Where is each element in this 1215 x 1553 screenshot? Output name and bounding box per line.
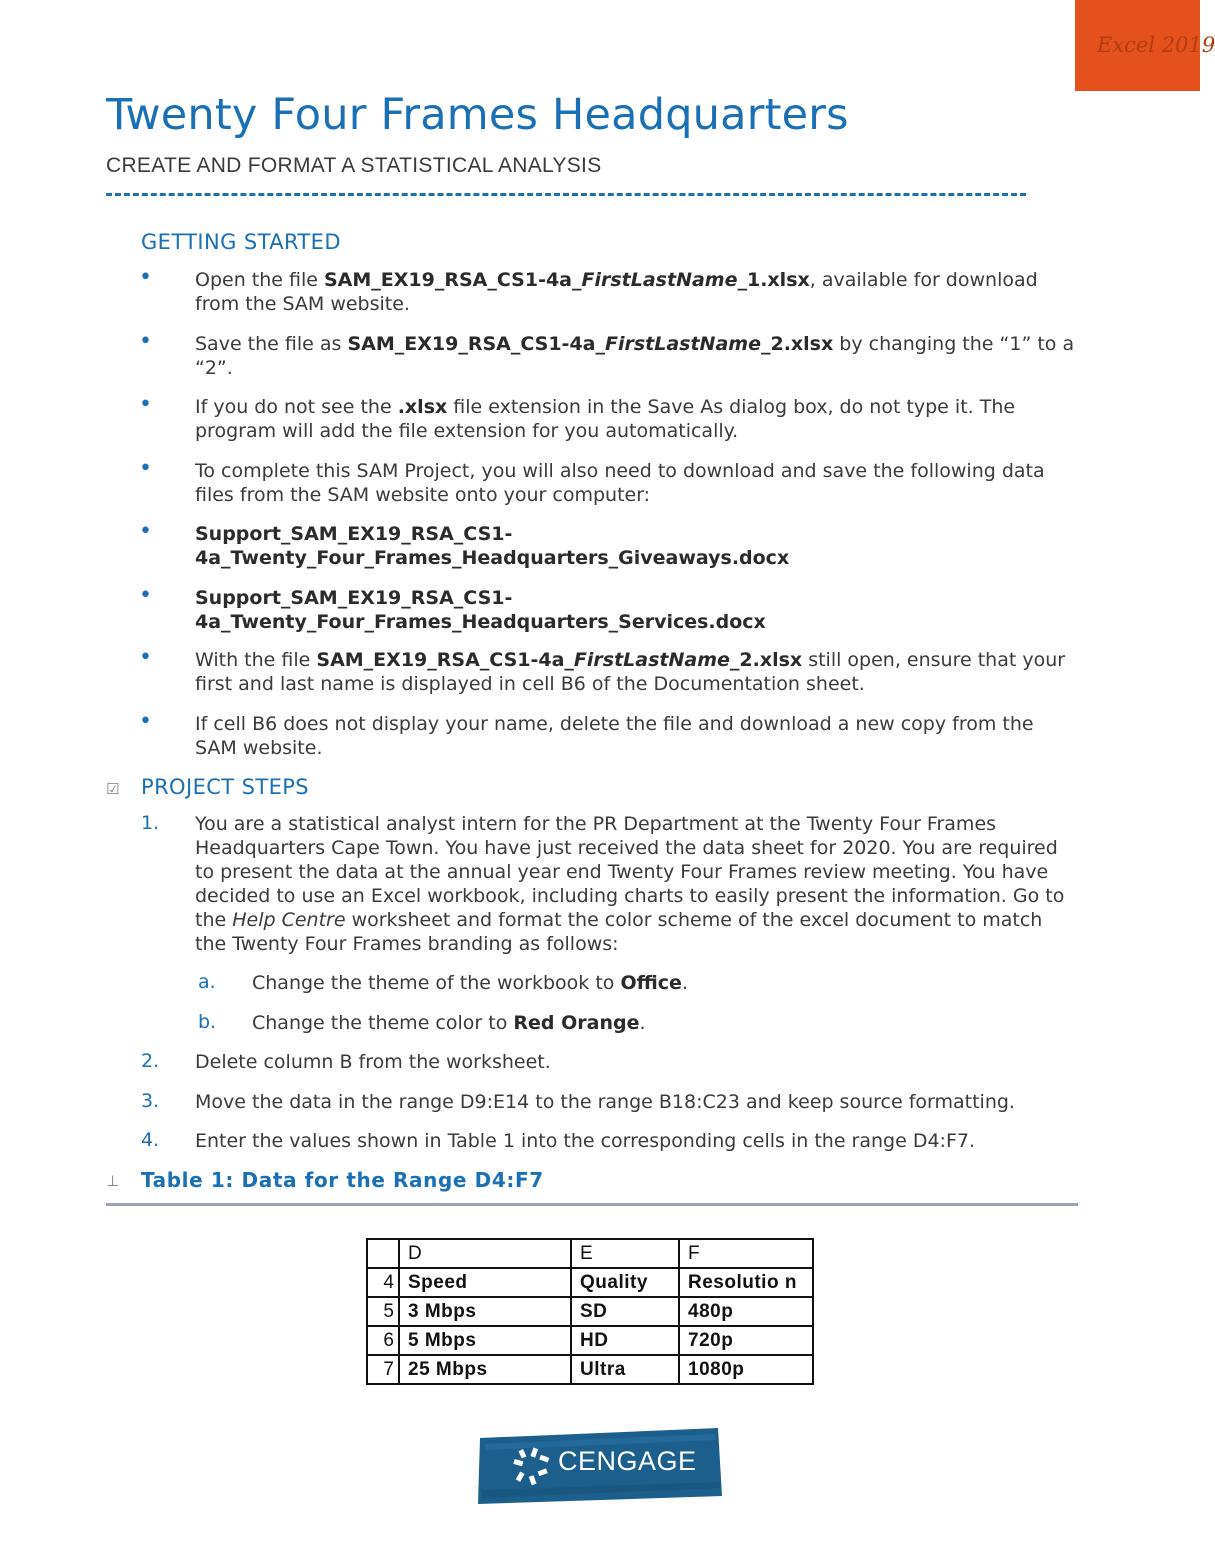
bullet-icon: • [139,645,152,670]
logo-wordmark: CENGAGE [558,1446,697,1476]
table-icon: ⊥ [106,1172,120,1190]
checklist-icon: ☑ [106,780,120,798]
table-cell: 1080p [679,1355,813,1384]
bullet-icon: • [139,392,152,417]
row-number: 5 [367,1297,399,1326]
bullet-icon: • [139,583,152,608]
table-cell: Quality [571,1268,679,1297]
bullet-icon: • [139,709,152,734]
dashed-divider [106,193,1026,196]
bullet-icon: • [139,329,152,354]
column-header: F [679,1239,813,1268]
column-header: D [399,1239,571,1268]
table-row [367,1297,813,1326]
table-header-row [367,1239,813,1268]
table-heading: Table 1: Data for the Range D4:F7 [141,1168,544,1192]
table-cell: HD [571,1326,679,1355]
row-number: 6 [367,1326,399,1355]
badge-label: Excel 2019 [1097,33,1215,57]
table-cell: SD [571,1297,679,1326]
table-cell: Speed [399,1268,571,1297]
section-rule [106,1203,1078,1206]
document-title: Twenty Four Frames Headquarters [106,90,849,140]
table-row [367,1355,813,1384]
table-cell: 480p [679,1297,813,1326]
bullet-icon: • [139,519,152,544]
table-row [367,1268,813,1297]
project-steps-heading: PROJECT STEPS [141,775,310,799]
product-badge [1075,0,1215,91]
row-number: 4 [367,1268,399,1297]
document-subtitle: CREATE AND FORMAT A STATISTICAL ANALYSIS [106,154,602,177]
column-header: E [571,1239,679,1268]
getting-started-heading: GETTING STARTED [141,230,341,254]
data-table [366,1238,814,1385]
cengage-logo [474,1424,724,1506]
row-number: 7 [367,1355,399,1384]
bullet-icon: • [139,456,152,481]
table-cell: Resolutio n [679,1268,813,1297]
table-row [367,1326,813,1355]
table-cell: 720p [679,1326,813,1355]
bullet-icon: • [139,265,152,290]
table-cell: 25 Mbps [399,1355,571,1384]
table-cell: Ultra [571,1355,679,1384]
table-cell: 5 Mbps [399,1326,571,1355]
table-cell: 3 Mbps [399,1297,571,1326]
